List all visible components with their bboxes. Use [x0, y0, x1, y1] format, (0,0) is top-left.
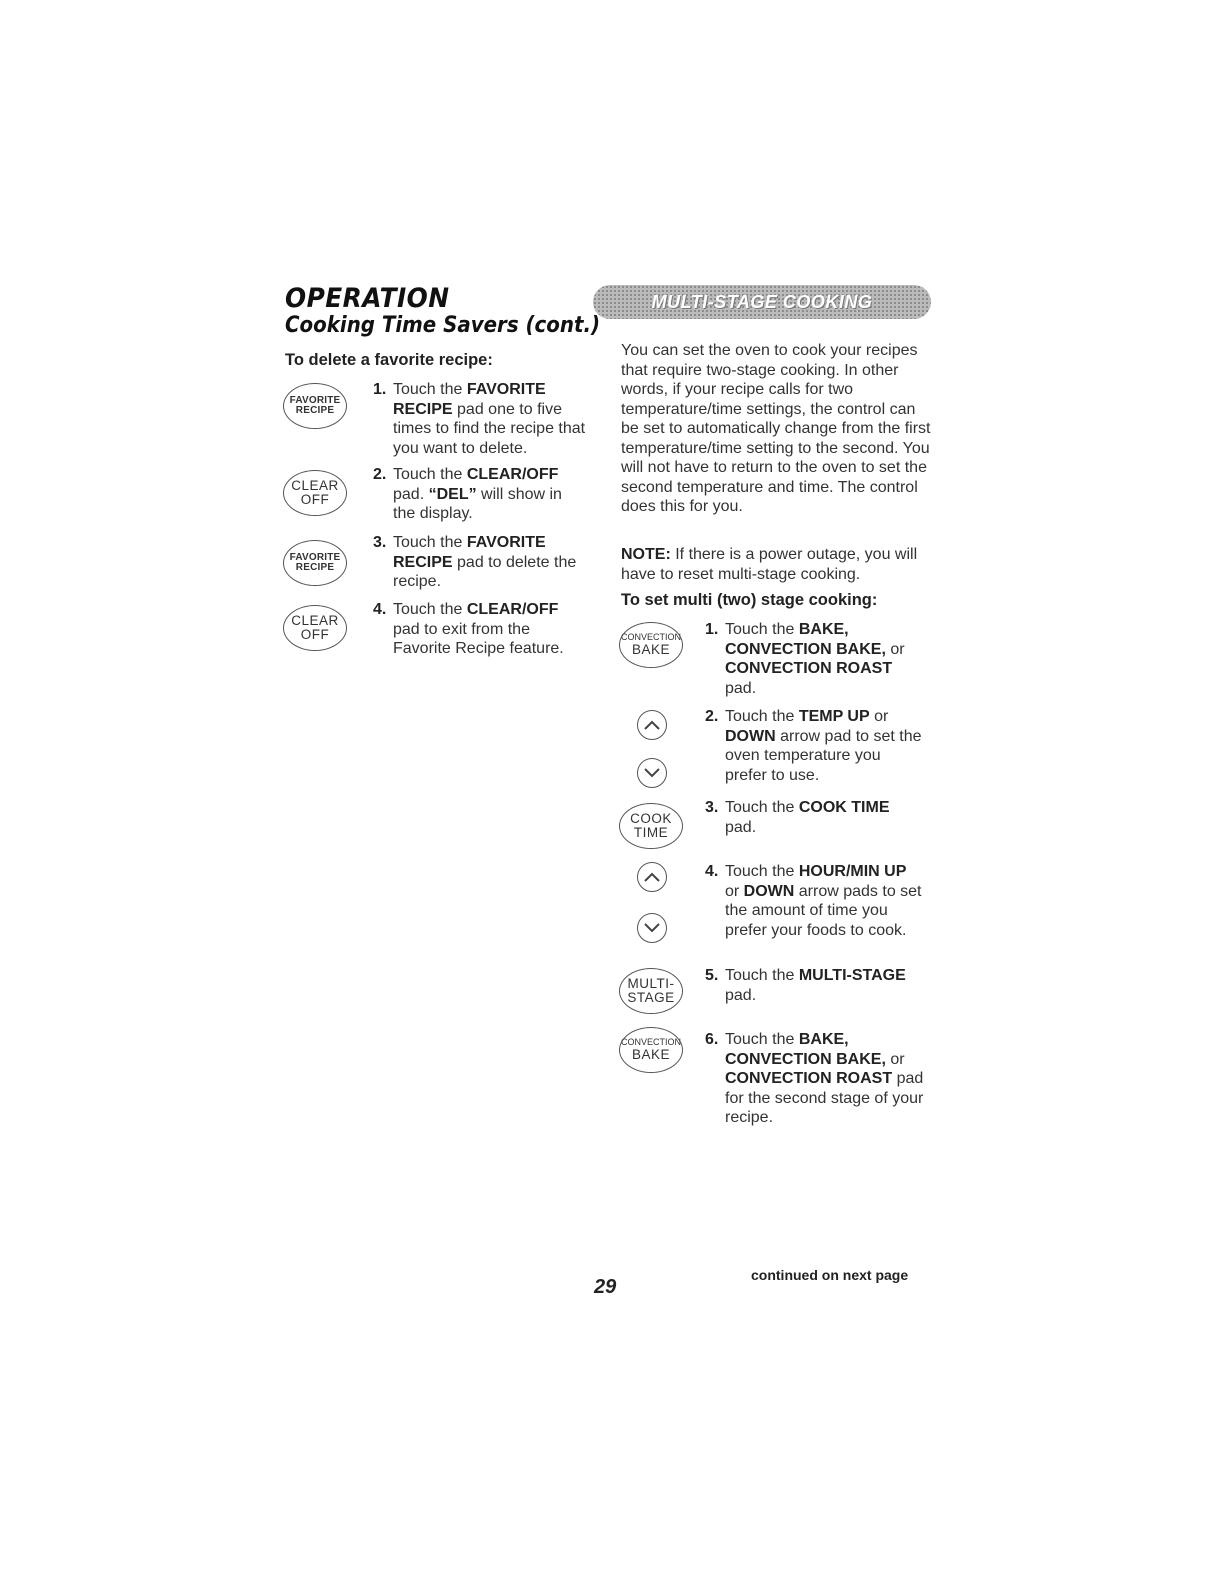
- multi-step-3: 3. Touch the COOK TIME pad.: [705, 799, 890, 836]
- chevron-down-icon: [637, 758, 667, 788]
- clear-off-pad-icon: CLEAR OFF: [283, 470, 347, 516]
- delete-step-3: 3. Touch the FAVORITE RECIPE pad to delete the recipe.: [373, 534, 577, 590]
- cook-time-pad-icon: COOK TIME: [619, 803, 683, 849]
- multi-stage-intro: You can set the oven to cook your recipes that require two-stage cooking. In other words, if your recipe calls for two temperature/time settings, the control can be set to automatically change from the first temperature/time setting to the second. You will not have to return to the oven to set the second temperature and time. The control does this for you.: [621, 342, 931, 515]
- section-title: OPERATION: [285, 283, 450, 314]
- favorite-recipe-pad-icon: FAVORITE RECIPE: [283, 383, 347, 429]
- multi-step-5: 5. Touch the MULTI-STAGE pad.: [705, 967, 906, 1004]
- chevron-up-icon: [637, 862, 667, 892]
- convection-bake-pad-icon: CONVECTION BAKE: [619, 622, 683, 668]
- continued-note: continued on next page: [751, 1267, 909, 1283]
- multi-stage-banner: MULTI-STAGE COOKING: [593, 285, 931, 319]
- delete-step-4: 4. Touch the CLEAR/OFF pad to exit from the Favorite Recipe feature.: [373, 601, 564, 657]
- delete-step-2: 2. Touch the CLEAR/OFF pad. “DEL” will show in the display.: [373, 466, 562, 522]
- multi-stage-pad-icon: MULTI- STAGE: [619, 968, 683, 1014]
- convection-bake-pad-icon: CONVECTION BAKE: [619, 1027, 683, 1073]
- chevron-up-icon: [637, 710, 667, 740]
- favorite-recipe-pad-icon: FAVORITE RECIPE: [283, 540, 347, 586]
- section-subtitle: Cooking Time Savers (cont.): [285, 313, 601, 338]
- multi-step-1: 1. Touch the BAKE, CONVECTION BAKE, or CONVECTION ROAST pad.: [705, 621, 905, 697]
- multi-stage-heading: To set multi (two) stage cooking:: [621, 591, 878, 609]
- page-number: 29: [594, 1276, 617, 1298]
- delete-favorite-heading: To delete a favorite recipe:: [285, 351, 493, 369]
- power-outage-note: NOTE: If there is a power outage, you will have to reset multi-stage cooking.: [621, 546, 918, 583]
- multi-step-6: 6. Touch the BAKE, CONVECTION BAKE, or CONVECTION ROAST pad for the second stage of your recipe.: [705, 1031, 924, 1126]
- multi-step-2: 2. Touch the TEMP UP or DOWN arrow pad to set the oven temperature you prefer to use.: [705, 708, 922, 784]
- chevron-down-icon: [637, 913, 667, 943]
- clear-off-pad-icon: CLEAR OFF: [283, 605, 347, 651]
- multi-step-4: 4. Touch the HOUR/MIN UP or DOWN arrow pads to set the amount of time you prefer your foods to cook.: [705, 863, 922, 939]
- delete-step-1: 1. Touch the FAVORITE RECIPE pad one to five times to find the recipe that you want to delete.: [373, 381, 586, 457]
